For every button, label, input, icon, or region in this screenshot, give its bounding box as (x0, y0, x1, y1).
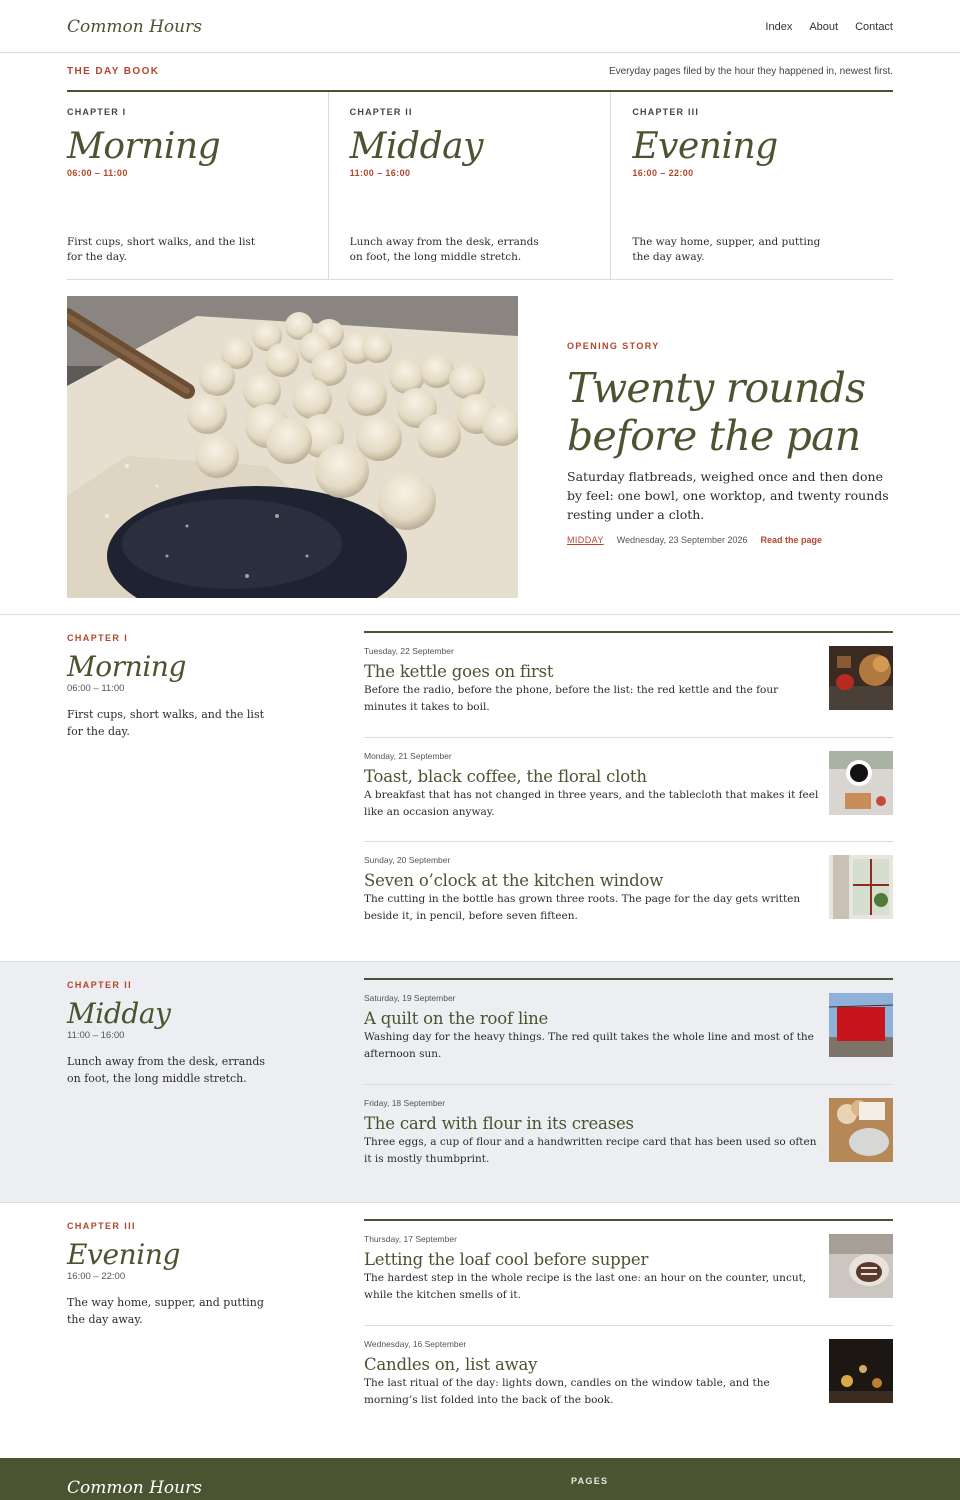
chapter-name: Evening (632, 126, 778, 167)
entry-title[interactable]: Letting the loaf cool before supper (364, 1250, 649, 1269)
chapter-hours: 06:00 – 11:00 (67, 168, 128, 178)
section-name: Midday (67, 997, 171, 1030)
section-heading (67, 978, 364, 1189)
entry-date: Wednesday, 16 September (364, 1338, 467, 1349)
site-header (0, 0, 960, 53)
chapter-card-midday[interactable] (328, 92, 611, 279)
loaf-thumbnail[interactable] (829, 1234, 893, 1298)
chapter-name: Midday (349, 126, 483, 167)
section-morning (0, 615, 960, 961)
candles-thumbnail[interactable] (829, 1339, 893, 1403)
entry-summary: Before the radio, before the phone, before the list: the red kettle and the four minutes it takes to boil. (364, 684, 779, 713)
chapter-blurb: The way home, supper, and putting the day away. (632, 236, 821, 263)
section-hours: 06:00 – 11:00 (67, 683, 125, 694)
kettle-thumbnail[interactable] (829, 646, 893, 710)
entry-summary: The cutting in the bottle has grown three roots. The page for the day gets written beside it, in pencil, before seven fifteen. (364, 893, 801, 922)
chapter-hours: 11:00 – 16:00 (349, 168, 411, 178)
footer-brand[interactable]: Common Hours (67, 1478, 202, 1498)
section-heading (67, 631, 364, 947)
daybook-label: THE DAY BOOK (67, 66, 160, 77)
section-label: CHAPTER III (67, 1221, 136, 1231)
loaf-photo (829, 1234, 893, 1298)
chapter-overview (67, 92, 893, 280)
section-blurb: First cups, short walks, and the list for the day. (67, 708, 265, 738)
entry-item[interactable] (364, 842, 893, 947)
entry-date: Friday, 18 September (364, 1097, 446, 1108)
opening-story-meta (567, 535, 893, 545)
section-hours: 11:00 – 16:00 (67, 1030, 125, 1041)
site-brand[interactable]: Common Hours (67, 16, 202, 37)
window-photo (829, 855, 893, 919)
coffee-thumbnail[interactable] (829, 751, 893, 815)
eggs-flour-photo (829, 1098, 893, 1162)
opening-story-kicker: OPENING STORY (567, 341, 660, 351)
daybook-description: Everyday pages filed by the hour they happened in, newest first. (608, 66, 893, 77)
entry-title[interactable]: The card with flour in its creases (364, 1113, 634, 1133)
entry-title[interactable]: Toast, black coffee, the floral cloth (364, 766, 647, 786)
entry-title[interactable]: Seven o’clock at the kitchen window (364, 871, 664, 890)
quilt-photo (829, 993, 893, 1057)
entry-summary: A breakfast that has not changed in three years, and the tablecloth that makes it feel like an occasion anyway. (364, 788, 819, 818)
entry-date: Saturday, 19 September (364, 993, 456, 1003)
opening-story-title[interactable]: Twenty rounds before the pan (567, 364, 866, 460)
opening-story-dek: Saturday flatbreads, weighed once and then done by feel: one bowl, one worktop, and twenty rounds resting under a cloth. (567, 469, 889, 522)
section-label: CHAPTER II (67, 980, 133, 990)
entry-list (364, 1219, 893, 1430)
entry-item[interactable] (364, 1326, 893, 1431)
nav-about-link[interactable]: About (809, 20, 839, 33)
entry-item[interactable] (364, 1085, 893, 1190)
chapter-hours: 16:00 – 22:00 (632, 168, 694, 178)
coffee-photo (829, 751, 893, 815)
entry-item[interactable] (364, 1221, 893, 1326)
entry-date: Sunday, 20 September (364, 855, 451, 865)
chapter-card-evening[interactable] (610, 92, 893, 279)
section-name: Morning (67, 650, 187, 683)
daybook-strip (67, 53, 893, 92)
entry-date: Thursday, 17 September (364, 1234, 457, 1244)
entry-summary: The hardest step in the whole recipe is the last one: an hour on the counter, uncut, while the kitchen smells of it. (364, 1272, 807, 1301)
kettle-photo (829, 646, 893, 710)
chapter-label: CHAPTER II (349, 107, 413, 117)
section-name: Evening (67, 1238, 180, 1271)
entry-summary: Three eggs, a cup of flour and a handwritten recipe card that has been used so often it is mostly thumbprint. (364, 1135, 817, 1165)
recipe-card-thumbnail[interactable] (829, 1098, 893, 1162)
entry-title[interactable]: The kettle goes on first (364, 662, 554, 681)
entry-date: Tuesday, 22 September (364, 646, 454, 656)
chapter-tag-link[interactable]: MIDDAY (567, 535, 604, 545)
section-evening (0, 1203, 960, 1458)
entry-item[interactable] (364, 633, 893, 738)
quilt-thumbnail[interactable] (829, 993, 893, 1057)
site-footer (0, 1458, 960, 1500)
entry-list (364, 631, 893, 947)
entry-summary: The last ritual of the day: lights down, candles on the window table, and the morning’s list folded into the back of the book. (364, 1376, 770, 1406)
dough-balls-photo (67, 296, 518, 598)
entry-list (364, 978, 893, 1189)
section-midday (0, 961, 960, 1203)
entry-item[interactable] (364, 738, 893, 843)
read-the-page-link[interactable]: Read the page (760, 535, 823, 545)
section-blurb: The way home, supper, and putting the day away. (67, 1296, 264, 1326)
chapter-card-morning[interactable] (67, 92, 328, 279)
chapter-name: Morning (67, 126, 221, 167)
footer-pages-heading: PAGES (571, 1476, 609, 1486)
window-thumbnail[interactable] (829, 855, 893, 919)
section-heading (67, 1219, 364, 1430)
section-blurb: Lunch away from the desk, errands on foot, the long middle stretch. (67, 1055, 266, 1085)
section-label: CHAPTER I (67, 633, 129, 643)
chapter-label: CHAPTER III (632, 107, 700, 117)
chapter-blurb: Lunch away from the desk, errands on foot, the long middle stretch. (349, 236, 539, 263)
opening-story (67, 296, 893, 598)
nav-contact-link[interactable]: Contact (855, 20, 893, 33)
entry-date: Monday, 21 September (364, 750, 452, 761)
story-date: Wednesday, 23 September 2026 (616, 535, 748, 545)
entry-summary: Washing day for the heavy things. The red quilt takes the whole line and most of the afternoon sun. (364, 1031, 814, 1060)
entry-item[interactable] (364, 980, 893, 1085)
entry-title[interactable]: Candles on, list away (364, 1354, 538, 1374)
nav-index-link[interactable]: Index (765, 20, 793, 33)
opening-story-image[interactable] (67, 296, 518, 598)
opening-story-text (518, 296, 893, 598)
candles-photo (829, 1339, 893, 1403)
main-nav (765, 21, 893, 33)
chapter-blurb: First cups, short walks, and the list for the day. (67, 236, 256, 263)
chapter-label: CHAPTER I (67, 107, 127, 117)
section-hours: 16:00 – 22:00 (67, 1271, 126, 1282)
entry-title[interactable]: A quilt on the roof line (364, 1009, 549, 1028)
